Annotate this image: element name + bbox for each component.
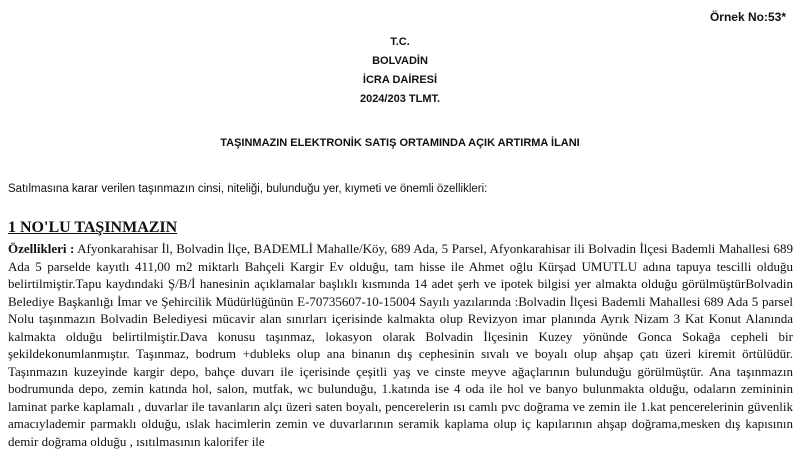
header-office: İCRA DAİRESİ <box>362 74 438 86</box>
announcement-title: TAŞINMAZIN ELEKTRONİK SATIŞ ORTAMINDA AÇIK ARTIRMA İLANI <box>220 137 580 149</box>
header-file-number: 2024/203 TLMT. <box>359 93 441 105</box>
example-number: Örnek No:53* <box>709 10 786 24</box>
header-city: BOLVADİN <box>372 55 428 67</box>
property-details <box>8 240 793 450</box>
intro-text: Satılmasına karar verilen taşınmazın cinsi, niteliği, bulunduğu yer, kıymeti ve önemli özellikleri: <box>8 183 488 195</box>
details-text: Afyonkarahisar İl, Bolvadin İlçe, BADEMLİ Mahalle/Köy, 689 Ada, 5 Parsel, Afyonkarahisar ili Bolvadin İlçesi Bademli Mahallesi 689 Ada 5 parselde kayıtlı 411,00 m2 miktarlı Bahçeli Kargir Ev olduğu, tam hisse ile Ahmet oğlu Kürşad UMUTLU adına tapuya tescilli olduğu belirtilmiştir.Tapu kaydındaki Ş/B/İ hanesinin açıklamalar başlıklı kısmında 14 adet şerh ve ipotek bilgisi yer almakta olduğu görülmüştürBolvadin Belediye Başkanlığı İmar ve Şehircilik Müdürlüğünün E-70735607-10-15004 Sayılı yazılarında :Bolvadin İlçesi Bademli Mahallesi 689 Ada 5 parsel Nolu taşınmazın Bolvadin Belediyesi mücavir alan sınırları içerisinde kalmakta olup Revizyon imar planında Ayrık Nizam 3 Kat Konut Alanında kalmakta olduğu belirtilmiştir.Dava konusu taşınmaz, lokasyon olarak Bolvadin İlçesinin Kuzey yönünde Gonca Sokağa cepheli bir şekildekonumlanmıştır. Taşınmaz, bodrum +dubleks olup ana binanın dış cephesinin sıvalı ve boyalı olup ahşap çatı üzeri kiremit örtülüdür. Taşınmazın kuzeyinde kargir depo, bahçe duvarı ile içerisinde çeşitli yaş ve cinste meyve ağaçlarının bulunduğu görülmüştür. Ana taşınmazın bodrumunda depo, zemin katında hol, salon, mutfak, wc bulunduğu, 1.katında ise 4 oda ile hol ve banyo bulunmakta olduğu, odaların zemininin laminat parke kaplamalı , duvarlar ile tavanların alçı üzeri saten boyalı, pencerelerin ısı camlı pvc doğrama ve zemin ile 1.kat pencerelerinin güvenlik amacıylademir parmaklı olduğu, ıslak hacimlerin zemin ve duvarlarının seramik kaplama olup iç kapılarının ahşap doğrama,mesken dış kapısının demir doğrama olduğu , ısıtılmasının kalorifer ile <box>8 241 793 449</box>
details-label: Özellikleri : <box>8 241 75 256</box>
header-country: T.C. <box>390 36 410 48</box>
property-heading: 1 NO'LU TAŞINMAZIN <box>8 219 178 236</box>
document-header <box>0 33 800 109</box>
